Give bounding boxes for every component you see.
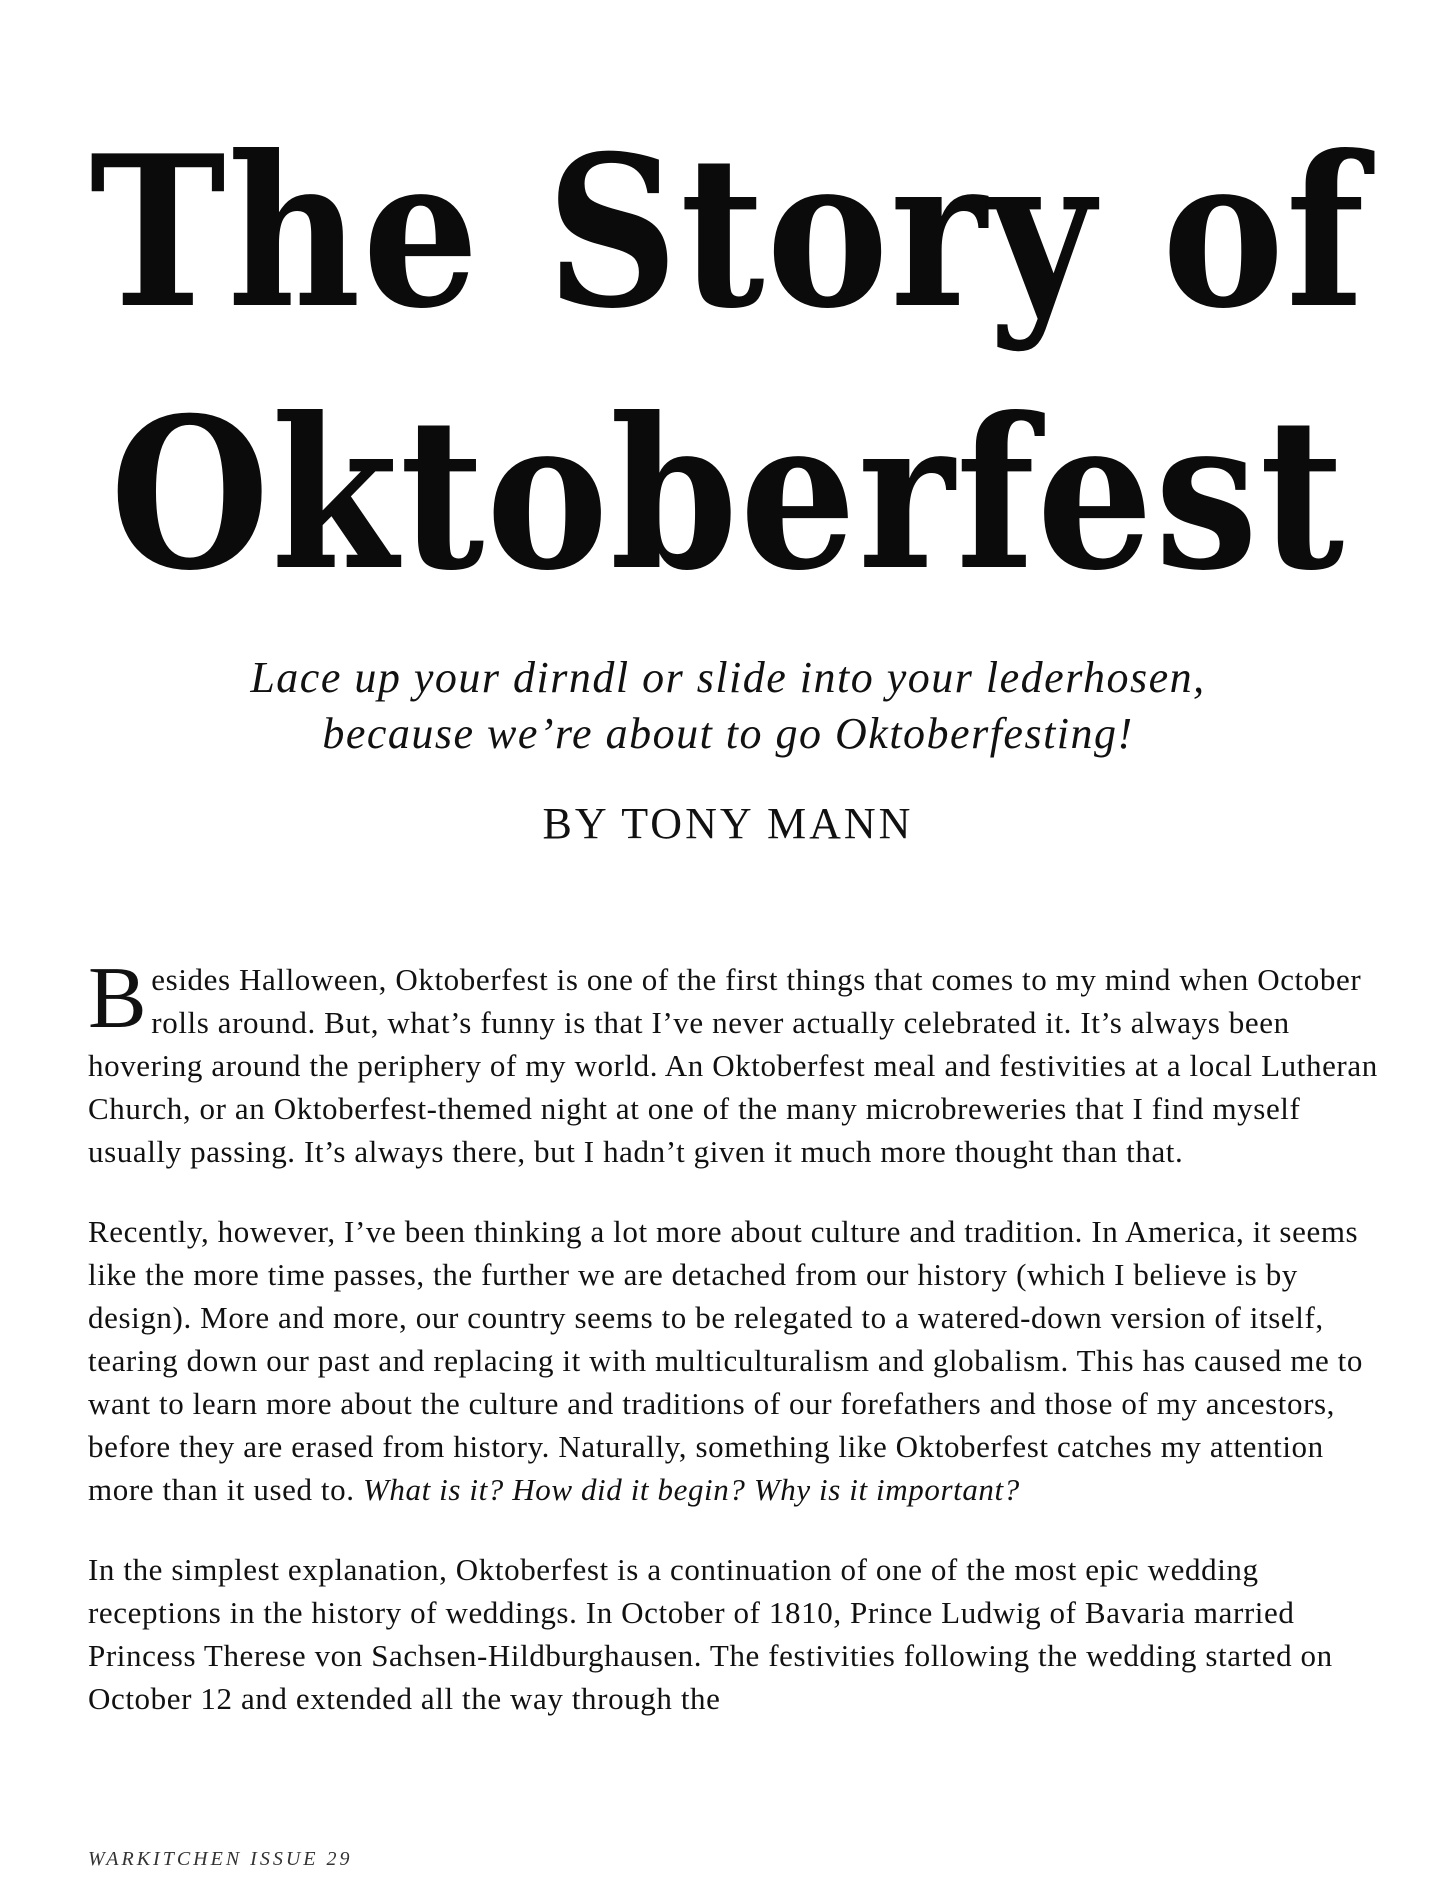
drop-cap: B — [88, 950, 148, 1047]
article-subtitle — [0, 650, 1456, 762]
subtitle-line-2: because we’re about to go Oktoberfesting! — [322, 709, 1134, 758]
subtitle-line-1: Lace up your dirndl or slide into your lederhosen, — [250, 653, 1206, 702]
paragraph-2-questions: What is it? How did it begin? Why is it important? — [362, 1472, 1020, 1507]
article-title-line-2: Oktoberfest — [110, 373, 1346, 617]
article-title-line-1: The Story of — [89, 111, 1367, 355]
paragraph-1-text: esides Halloween, Oktoberfest is one of the first things that comes to my mind when October rolls around. But, what’s funny is that I’ve never actually celebrated it. It’s always been hovering around the periphery of my world. An Oktoberfest meal and festivities at a local Lutheran Church, or an Oktoberfest-themed night at one of the many microbreweries that I find myself usually passing. It’s always there, but I hadn’t given it much more thought than that. — [88, 962, 1378, 1169]
paragraph-3 — [88, 1548, 1378, 1720]
paragraph-2-text: Recently, however, I’ve been thinking a lot more about culture and tradition. In America, it seems like the more time passes, the further we are detached from our history (which I believe is by design). More and more, our country seems to be relegated to a watered-down version of itself, tearing down our past and replacing it with multiculturalism and globalism. This has caused me to want to learn more about the culture and traditions of our forefathers and those of my ancestors, before they are erased from history. Naturally, something like Oktoberfest catches my attention more than it used to. — [88, 1214, 1363, 1507]
paragraph-3-text: In the simplest explanation, Oktoberfest is a continuation of one of the most epic wedding receptions in the history of weddings. In October of 1810, Prince Ludwig of Bavaria married Princess Therese von Sachsen-Hildburghausen. The festivities following the wedding started on October 12 and extended all the way through the — [88, 1552, 1333, 1716]
article-body — [88, 950, 1378, 1757]
paragraph-1 — [88, 950, 1378, 1173]
author-byline: BY TONY MANN — [542, 799, 914, 848]
paragraph-2 — [88, 1210, 1378, 1511]
issue-footer: WARKITCHEN ISSUE 29 — [88, 1848, 353, 1870]
